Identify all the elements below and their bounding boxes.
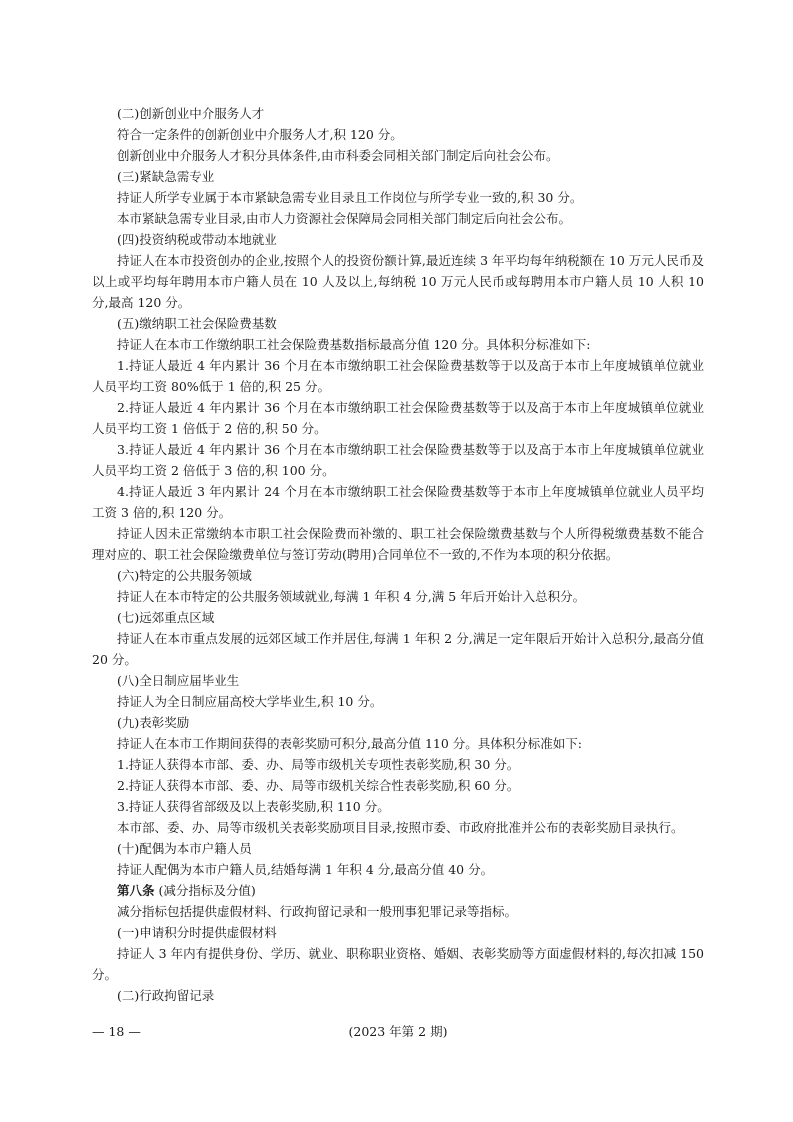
body-paragraph: 创新创业中介服务人才积分具体条件,由市科委会同相关部门制定后向社会公布。 [117, 148, 559, 163]
body-paragraph: 2.持证人获得本市部、委、办、局等市级机关综合性表彰奖励,积 60 分。 [117, 778, 520, 793]
issue-label: (2023 年第 2 期) [348, 1024, 448, 1039]
body-paragraph: 本市紧缺急需专业目录,由市人力资源社会保障局会同相关部门制定后向社会公布。 [117, 211, 571, 226]
section-heading: (一)申请积分时提供虚假材料 [117, 925, 277, 940]
body-paragraph: 4.持证人最近 3 年内累计 24 个月在本市缴纳职工社会保险费基数等于本市上年度城镇单位就业人员平均工资 3 倍的,积 120 分。 [92, 484, 704, 520]
document-body [92, 103, 704, 1006]
article-number: 第八条 [117, 883, 155, 898]
section-heading: (四)投资纳税或带动本地就业 [117, 232, 277, 247]
body-paragraph: 符合一定条件的创新创业中介服务人才,积 120 分。 [117, 127, 403, 142]
body-paragraph: 持证人配偶为本市户籍人员,结婚每满 1 年积 4 分,最高分值 40 分。 [117, 862, 494, 877]
body-paragraph: 持证人 3 年内有提供身份、学历、就业、职称职业资格、婚姻、表彰奖励等方面虚假材料的,每次扣减 150 分。 [92, 946, 704, 982]
section-heading: (六)特定的公共服务领域 [117, 568, 252, 583]
body-paragraph: 持证人在本市重点发展的远郊区域工作并居住,每满 1 年积 2 分,满足一定年限后开始计入总积分,最高分值 20 分。 [92, 631, 704, 667]
body-paragraph: 1.持证人获得本市部、委、办、局等市级机关专项性表彰奖励,积 30 分。 [117, 757, 520, 772]
body-paragraph: 持证人在本市工作期间获得的表彰奖励可积分,最高分值 110 分。具体积分标准如下: [117, 736, 582, 751]
article-title: (减分指标及分值) [158, 883, 256, 898]
body-paragraph: 持证人为全日制应届高校大学毕业生,积 10 分。 [117, 694, 383, 709]
body-paragraph: 本市部、委、办、局等市级机关表彰奖励项目目录,按照市委、市政府批准并公布的表彰奖励目录执行。 [117, 820, 684, 835]
body-paragraph: 3.持证人获得省部级及以上表彰奖励,积 110 分。 [117, 799, 390, 814]
section-heading: (八)全日制应届毕业生 [117, 673, 240, 688]
body-paragraph: 持证人在本市投资创办的企业,按照个人的投资份额计算,最近连续 3 年平均每年纳税额在 10 万元人民币及以上或平均每年聘用本市户籍人员在 10 人及以上,每纳税 10 万元人民币或每聘用本市户籍人员 10 人积 10 分,最高 120 分。 [92, 253, 704, 310]
body-paragraph: 减分指标包括提供虚假材料、行政拘留记录和一般刑事犯罪记录等指标。 [117, 904, 518, 919]
body-paragraph: 持证人在本市工作缴纳职工社会保险费基数指标最高分值 120 分。具体积分标准如下: [117, 337, 591, 352]
body-paragraph: 持证人因未正常缴纳本市职工社会保险费而补缴的、职工社会保险缴费基数与个人所得税缴费基数不能合理对应的、职工社会保险缴费单位与签订劳动(聘用)合同单位不一致的,不作为本项的积分依据。 [92, 526, 704, 562]
section-heading: (七)远郊重点区域 [117, 610, 215, 625]
section-heading: (二)行政拘留记录 [117, 988, 215, 1003]
section-heading: (五)缴纳职工社会保险费基数 [117, 316, 277, 331]
body-paragraph: 持证人所学专业属于本市紧缺急需专业目录且工作岗位与所学专业一致的,积 30 分。 [117, 190, 583, 205]
body-paragraph: 持证人在本市特定的公共服务领域就业,每满 1 年积 4 分,满 5 年后开始计入总积分。 [117, 589, 586, 604]
page-number: — 18 — [92, 1024, 141, 1039]
section-heading: (九)表彰奖励 [117, 715, 190, 730]
body-paragraph: 1.持证人最近 4 年内累计 36 个月在本市缴纳职工社会保险费基数等于以及高于本市上年度城镇单位就业人员平均工资 80%低于 1 倍的,积 25 分。 [92, 358, 704, 394]
body-paragraph: 3.持证人最近 4 年内累计 36 个月在本市缴纳职工社会保险费基数等于以及高于本市上年度城镇单位就业人员平均工资 2 倍低于 3 倍的,积 100 分。 [92, 442, 704, 478]
page-footer [92, 1021, 704, 1043]
article-heading [92, 880, 704, 901]
body-paragraph: 2.持证人最近 4 年内累计 36 个月在本市缴纳职工社会保险费基数等于以及高于本市上年度城镇单位就业人员平均工资 1 倍低于 2 倍的,积 50 分。 [92, 400, 704, 436]
section-heading: (二)创新创业中介服务人才 [117, 106, 265, 121]
section-heading: (十)配偶为本市户籍人员 [117, 841, 252, 856]
section-heading: (三)紧缺急需专业 [117, 169, 215, 184]
